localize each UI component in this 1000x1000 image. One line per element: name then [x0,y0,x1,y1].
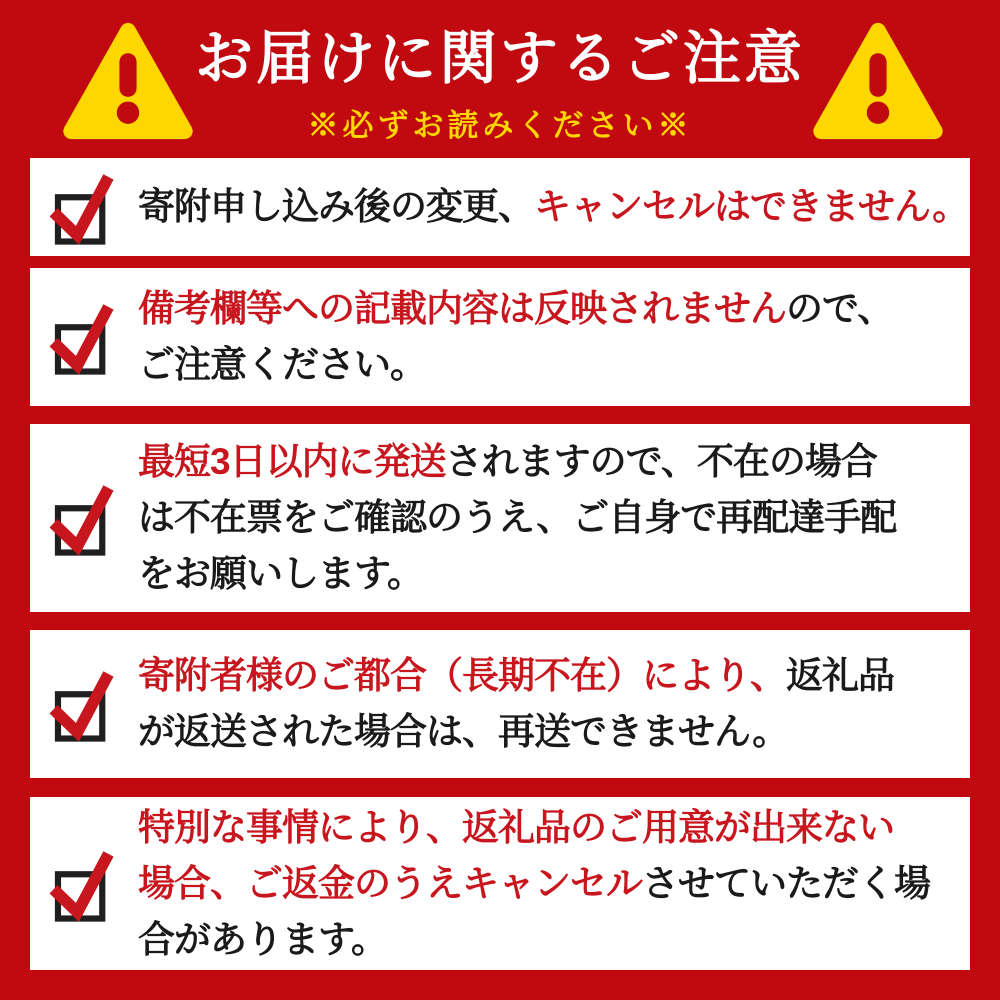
notice-text [138,434,946,602]
header [0,0,1000,158]
checkbox-checked-icon [50,295,112,379]
notice-line [138,179,968,235]
text-segment-black: が返送された場合は、再送できません。 [138,711,789,752]
text-segment-red: 備考欄等への記載内容は反映されません [138,288,786,329]
notice-line [138,546,946,602]
notice-line [138,856,946,912]
notice-card [30,424,970,612]
text-segment-black: されますので、不在の場合 [445,441,877,482]
checkbox-checked-icon [50,842,112,926]
notice-text [138,281,946,393]
notice-card [30,158,970,256]
text-segment-black: させていただく場 [642,862,930,904]
notice-text [138,648,946,760]
notice-line [138,912,946,968]
notice-line [138,337,946,393]
text-segment-red: キャンセルはできません。 [534,186,969,227]
checkbox-checked-icon [50,165,112,249]
page-title: お届けに関するご注意 [194,26,805,91]
notice-card [30,797,970,970]
notice-line [138,800,946,856]
checkbox-checked-icon [50,662,112,746]
notice-line [138,648,946,704]
text-segment-red: 特別な事情により、返礼品のご用意が出来ない [138,806,894,848]
notice-text [138,800,946,968]
text-segment-red: 場合、ご返金のうえキャンセル [138,862,642,904]
text-segment-red: 寄附者様のご都合（長期不在）により、 [138,655,786,696]
text-segment-red: 最短3日以内に発送 [138,441,446,482]
text-segment-black: は不在票をご確認のうえ、ご自身で再配達手配 [138,497,897,538]
notice-line [138,434,946,490]
page-subtitle: ※必ずお読みください※ [307,108,693,143]
notice-line [138,490,946,546]
notice-card [30,268,970,406]
text-segment-black: をお願いします。 [138,553,424,594]
text-segment-black: 合があります。 [138,918,388,960]
text-segment-black: 寄附申し込み後の変更、 [138,186,534,227]
notice-text [138,179,968,235]
text-segment-black: ので、 [786,288,894,329]
notice-line [138,281,946,337]
text-segment-black: ご注意ください。 [138,344,426,385]
notice-card [30,630,970,778]
text-segment-black: 返礼品 [786,655,894,696]
checkbox-checked-icon [50,476,112,560]
notice-line [138,704,946,760]
